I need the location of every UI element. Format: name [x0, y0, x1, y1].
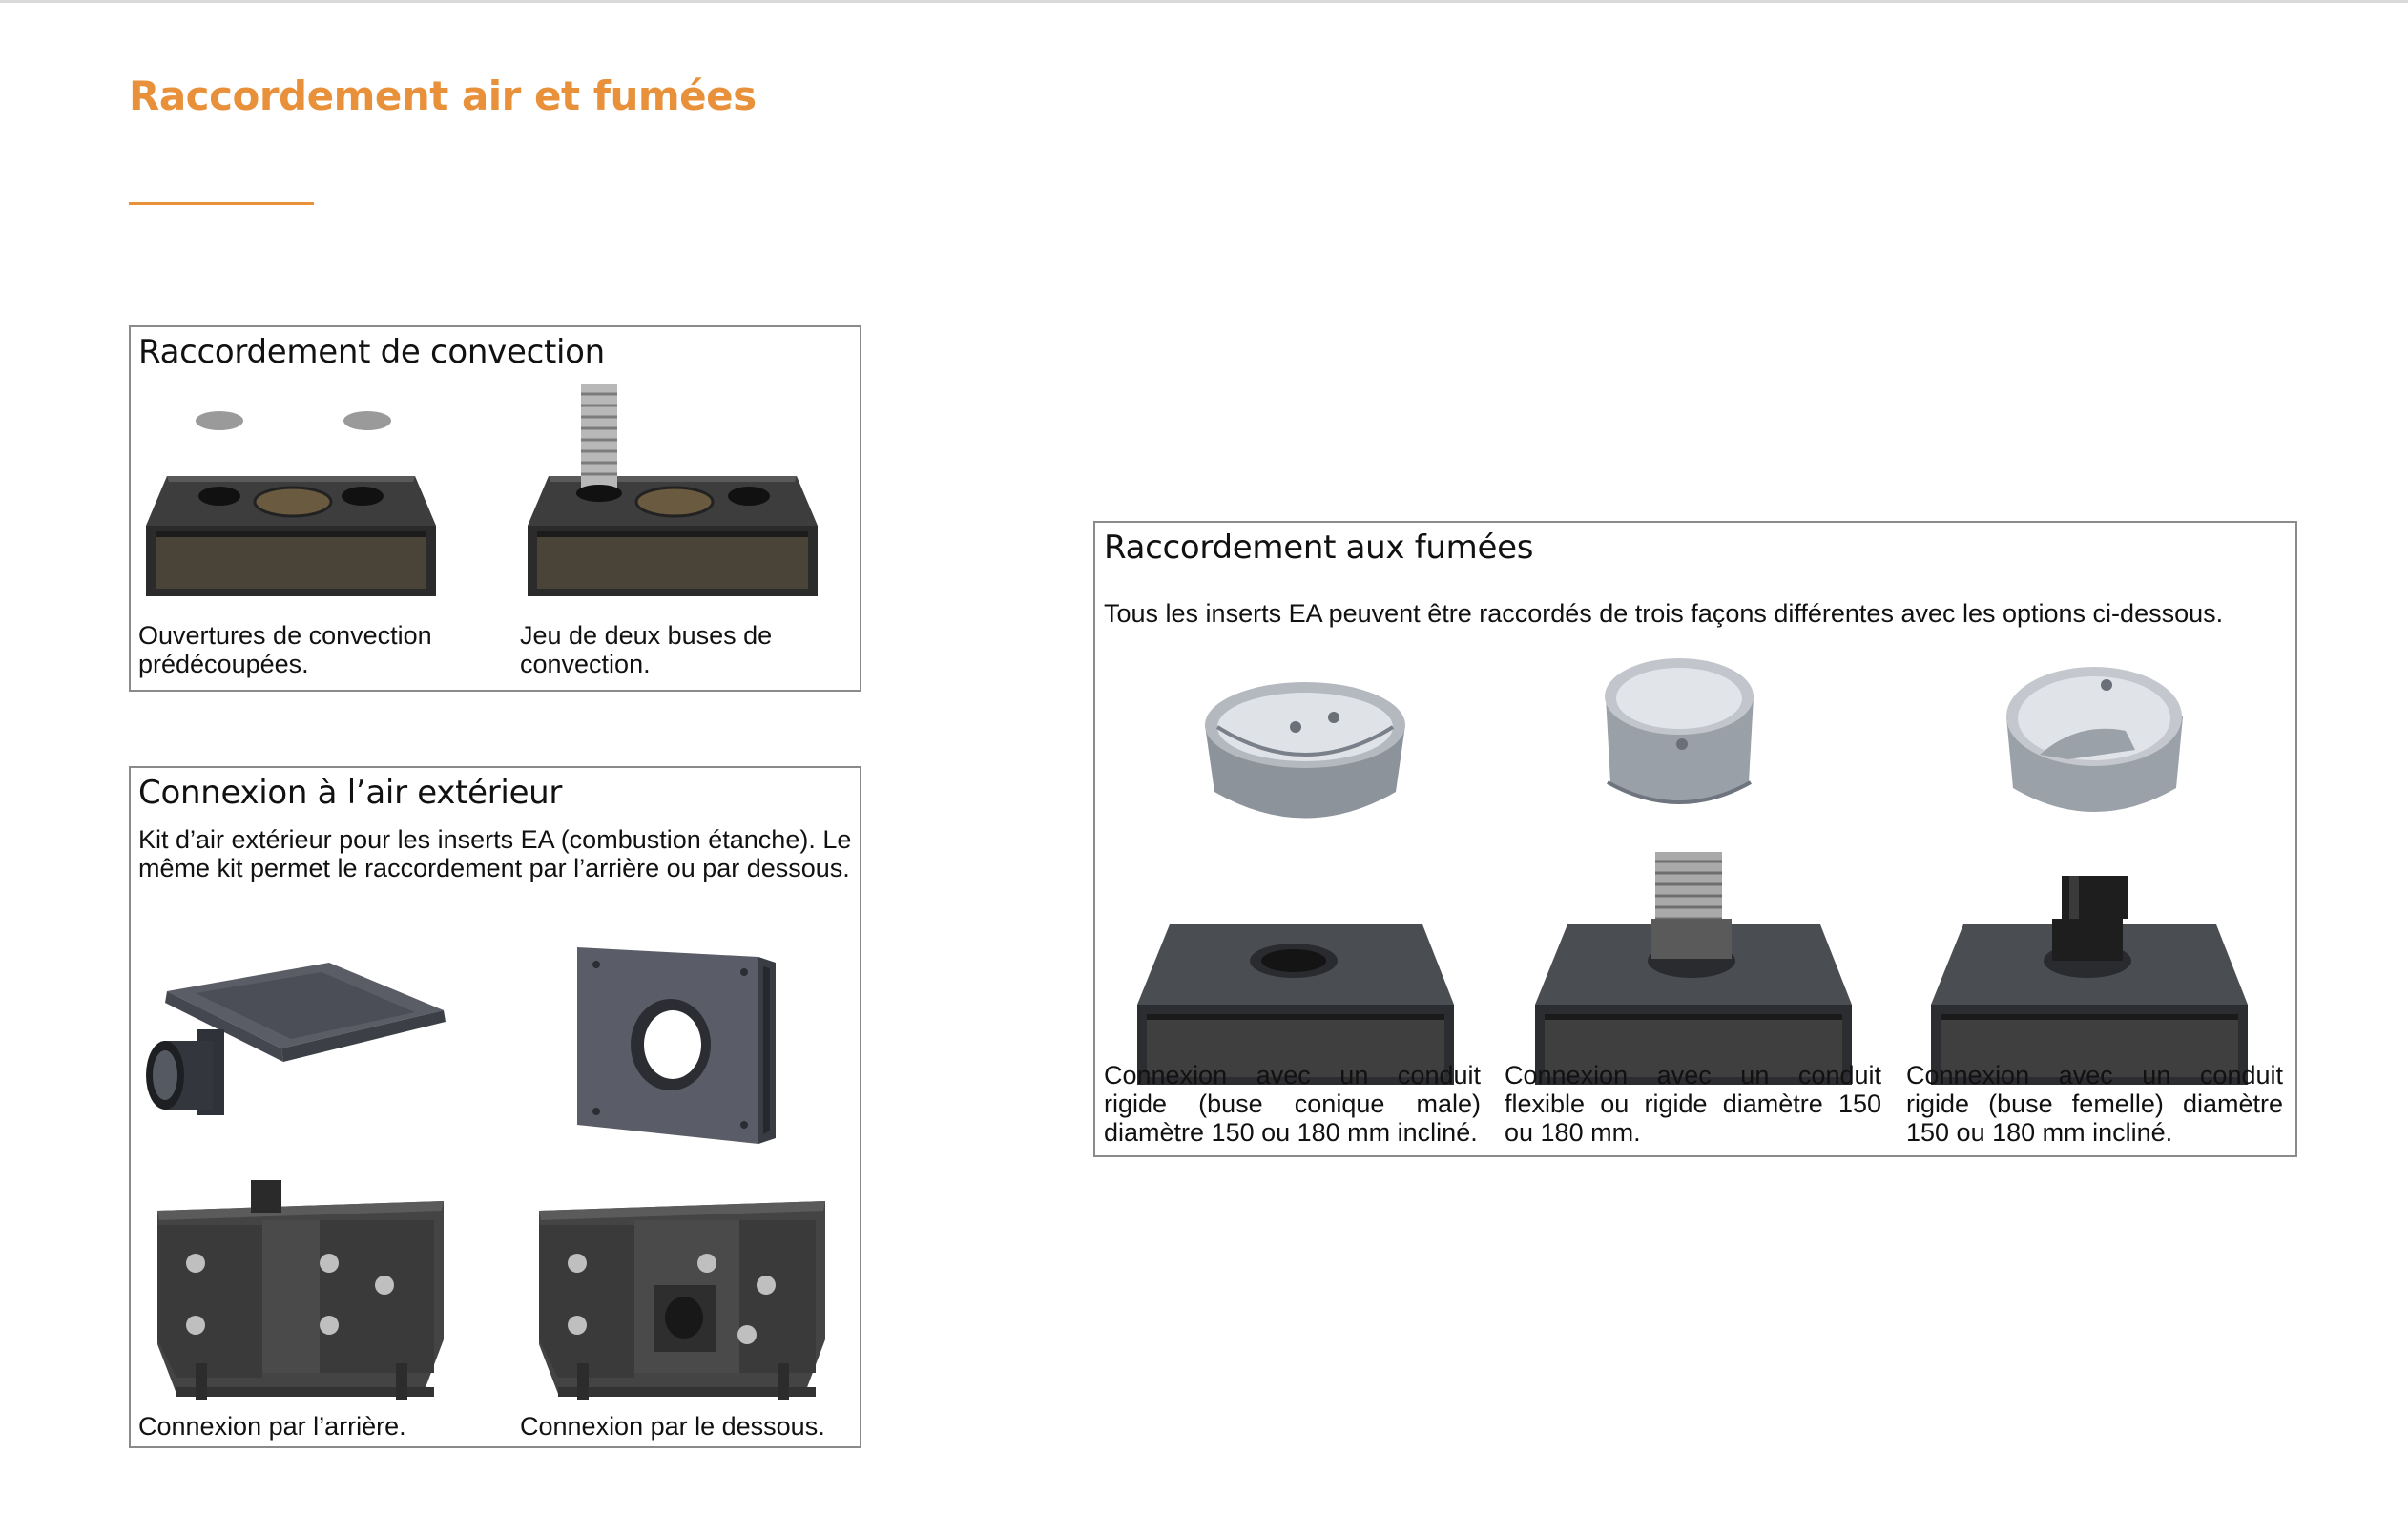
exterior-kit-plate-image	[520, 934, 844, 1153]
exterior-air-panel	[129, 766, 861, 1448]
exterior-kit-tray-image	[138, 934, 463, 1134]
bottom-connection-image	[520, 1173, 844, 1406]
female-nozzle-ring-image	[1992, 654, 2197, 836]
fumes-panel	[1093, 521, 2297, 1157]
convection-panel	[129, 325, 861, 692]
top-divider	[0, 0, 2408, 3]
bottom-connection-caption: Connexion par le dessous.	[520, 1412, 825, 1441]
convection-title: Raccordement de convection	[138, 333, 605, 371]
flexible-nozzle-ring-image	[1587, 649, 1773, 820]
flexible-caption: Connexion avec un conduit flexible ou rigide diamètre 150 ou 180 mm.	[1505, 1061, 1881, 1147]
rear-connection-image	[138, 1173, 463, 1406]
male-nozzle-caption: Connexion avec un conduit rigide (buse conique male) diamètre 150 ou 180 mm incliné.	[1104, 1061, 1481, 1147]
convection-openings-image	[138, 381, 444, 600]
convection-caption-1: Ouvertures de convection prédécoupées.	[138, 621, 432, 678]
female-nozzle-caption: Connexion avec un conduit rigide (buse femelle) diamètre 150 ou 180 mm incliné.	[1906, 1061, 2283, 1147]
male-nozzle-ring-image	[1186, 658, 1424, 844]
exterior-air-description: Kit d’air extérieur pour les inserts EA (combustion étanche). Le même kit permet le raccordement par l’arrière ou par dessous.	[138, 825, 852, 882]
page-title: Raccordement air et fumées	[129, 73, 757, 119]
rear-connection-caption: Connexion par l’arrière.	[138, 1412, 406, 1441]
fumes-intro: Tous les inserts EA peuvent être raccordés de trois façons différentes avec les options ci-dessous.	[1104, 599, 2224, 628]
convection-caption-2: Jeu de deux buses de convection.	[520, 621, 773, 678]
exterior-air-title: Connexion à l’air extérieur	[138, 774, 563, 812]
convection-nozzles-image	[520, 381, 825, 600]
fumes-title: Raccordement aux fumées	[1104, 529, 1534, 567]
title-underline	[129, 202, 314, 205]
